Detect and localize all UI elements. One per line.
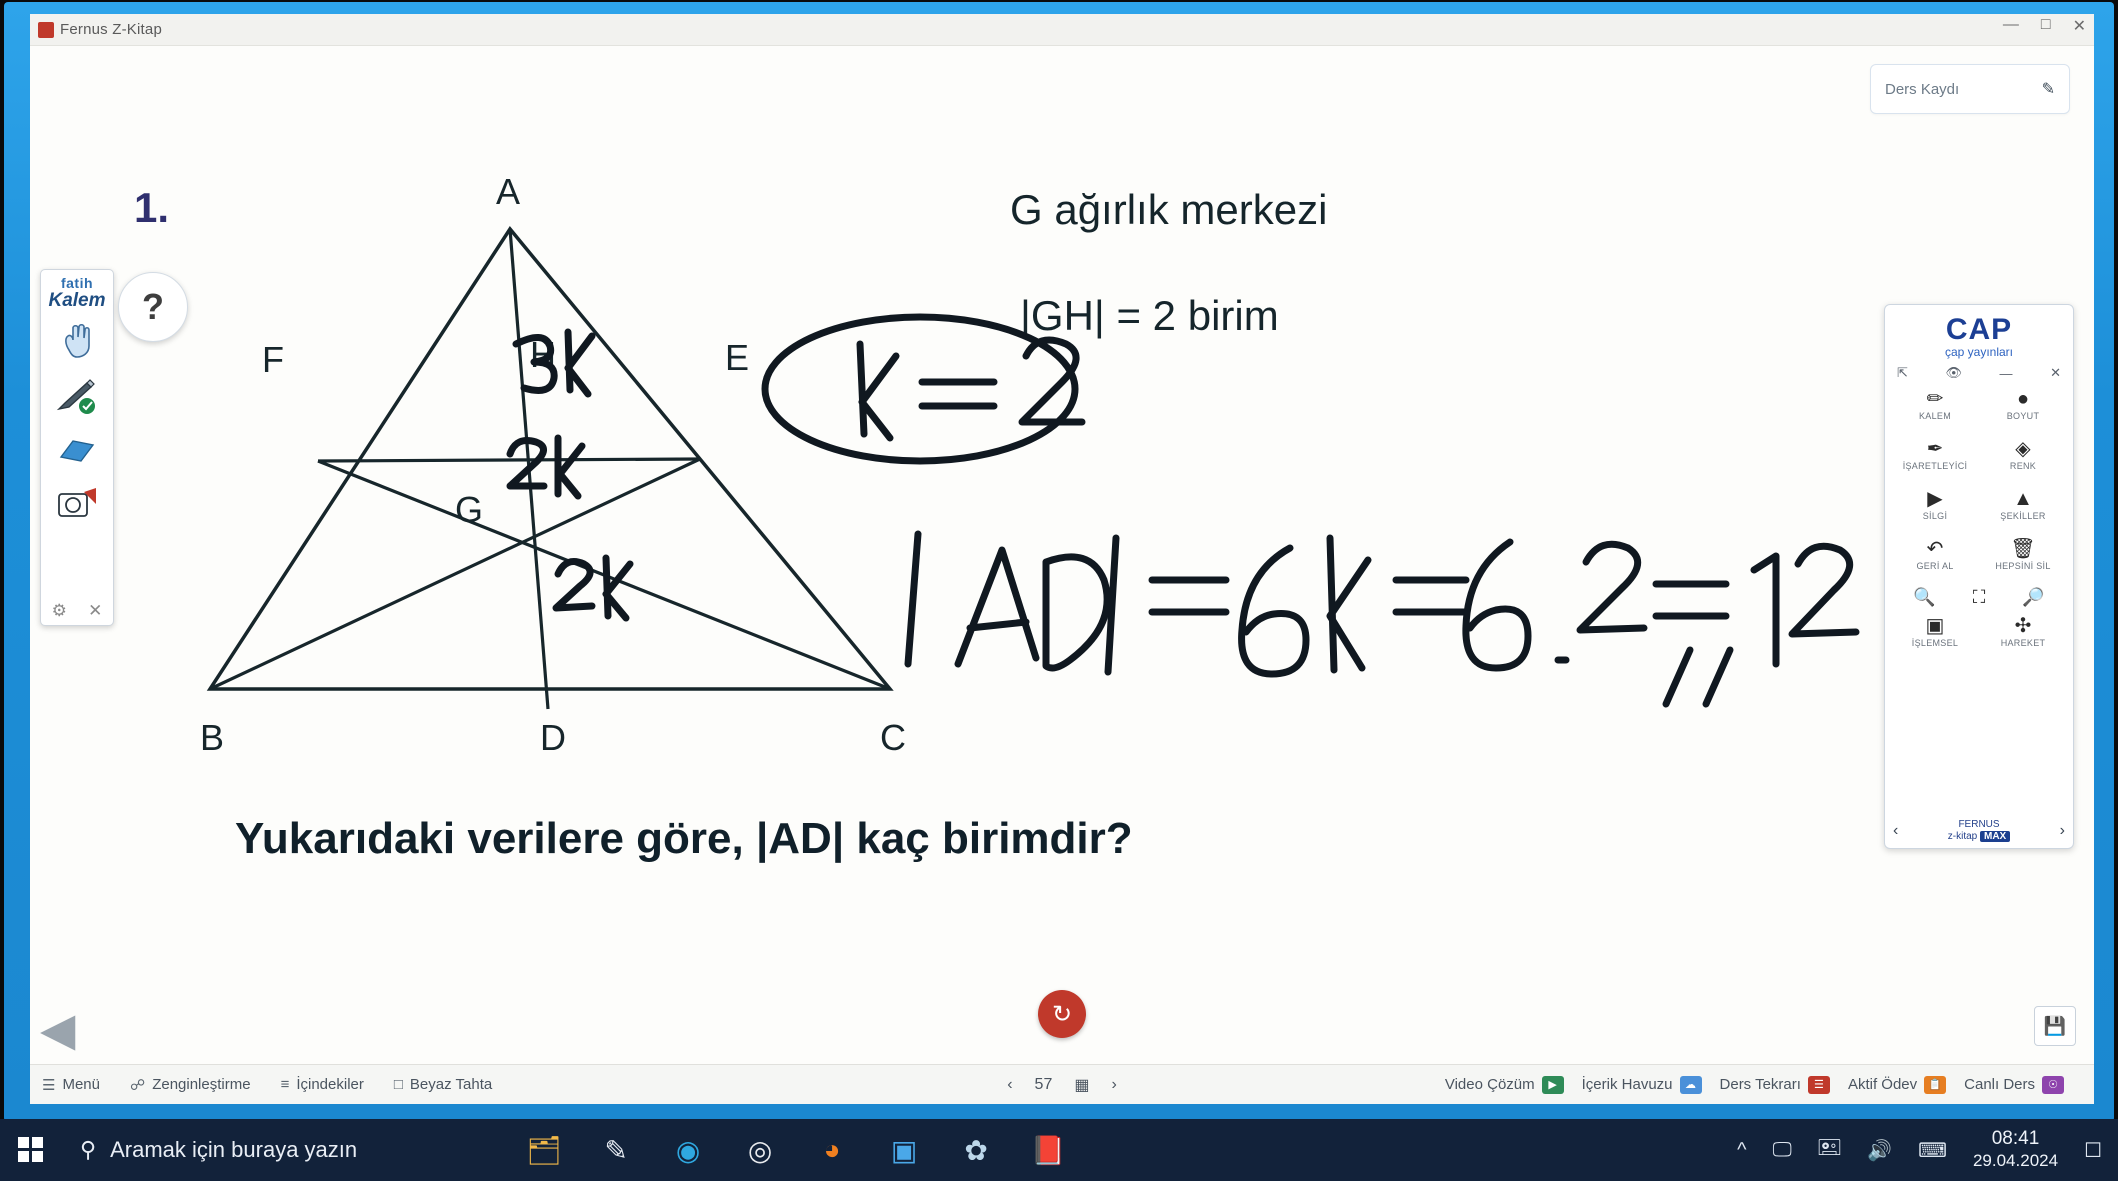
- cap-tool-sekiller[interactable]: [1979, 487, 2067, 535]
- fatih-logo-line2: Kalem: [48, 289, 106, 311]
- search-input[interactable]: [62, 1119, 375, 1181]
- undo-icon: ↶: [1926, 538, 1944, 560]
- screen-icon: ▣: [1925, 615, 1945, 637]
- volume-icon[interactable]: 🔊: [1867, 1139, 1893, 1162]
- figure-label-B: B: [200, 717, 225, 758]
- move-icon: ✣: [2014, 615, 2032, 637]
- menu-label: Menü: [62, 1076, 100, 1093]
- active-homework-button[interactable]: [1848, 1076, 1946, 1094]
- geometry-figure: [200, 171, 940, 779]
- live-lesson-button[interactable]: [1964, 1076, 2064, 1094]
- cap-logo-text: CAP: [1945, 313, 2013, 346]
- enrichment-button[interactable]: [130, 1076, 251, 1094]
- cap-brand-line2: z-kitap: [1947, 830, 1978, 842]
- lesson-repeat-label: Ders Tekrarı: [1719, 1076, 1801, 1093]
- cap-panel-footer[interactable]: [1885, 819, 2073, 842]
- live-lesson-label: Canlı Ders: [1964, 1076, 2035, 1093]
- close-icon[interactable]: ✕: [88, 601, 103, 620]
- fatih-toolbar-footer[interactable]: [41, 601, 113, 621]
- cap-tool-label: GERİ AL: [1916, 561, 1954, 571]
- minimize-icon[interactable]: —: [1999, 365, 2013, 381]
- shapes-icon: ▲: [2013, 488, 2033, 510]
- monitor-bezel: [4, 2, 2114, 1122]
- maximize-icon[interactable]: □: [2040, 16, 2051, 33]
- play-icon[interactable]: ▶: [1542, 1076, 1564, 1094]
- eye-icon[interactable]: 👁: [1945, 365, 1962, 380]
- app-titlebar: [30, 14, 2094, 46]
- minimize-icon[interactable]: —: [2002, 16, 2019, 33]
- marker-icon: ✒: [1926, 438, 1944, 460]
- close-icon[interactable]: ✕: [2050, 365, 2061, 380]
- cap-tool-label: İŞLEMSEL: [1911, 638, 1959, 648]
- app-icon: [38, 22, 54, 38]
- figure-label-F: F: [262, 339, 284, 380]
- clock[interactable]: [1973, 1128, 2058, 1172]
- broadcast-icon[interactable]: ☉: [2042, 1076, 2064, 1094]
- fatih-logo: [41, 270, 113, 311]
- content-pool-button[interactable]: [1582, 1076, 1702, 1094]
- cap-tool-grid[interactable]: [1885, 383, 2073, 585]
- cap-tool-label: HEPSİNİ SİL: [1995, 561, 2051, 571]
- whiteboard-label: Beyaz Tahta: [409, 1076, 493, 1093]
- lesson-repeat-button[interactable]: [1720, 1076, 1830, 1094]
- given-statement-2: |GH| = 2 birim: [1020, 292, 1279, 339]
- question-number: 1.: [134, 184, 170, 231]
- taskbar-apps[interactable]: [525, 1131, 1067, 1169]
- page-navigation[interactable]: [1007, 1075, 1117, 1095]
- file-explorer-icon[interactable]: 🗂: [526, 1134, 562, 1166]
- keyboard-icon[interactable]: ⌨: [1918, 1139, 1947, 1162]
- given-statement-1: G ağırlık merkezi: [1010, 186, 1328, 233]
- triangle-diagram: [200, 189, 940, 779]
- cap-tool-label: RENK: [2009, 461, 2037, 471]
- help-button[interactable]: ?: [118, 272, 188, 342]
- chrome-icon[interactable]: ◎: [747, 1134, 773, 1166]
- firefox-icon[interactable]: ◕: [823, 1134, 841, 1165]
- question-prompt: Yukarıdaki verilere göre, |AD| kaç birimdir?: [235, 814, 1133, 863]
- cap-tool-label: HAREKET: [2000, 638, 2046, 648]
- cap-tool-label: KALEM: [1918, 411, 1951, 421]
- figure-label-G: G: [455, 489, 484, 530]
- previous-page-arrow[interactable]: ◀: [40, 1003, 76, 1055]
- cap-prev-button[interactable]: ‹: [1893, 821, 1899, 839]
- refresh-button[interactable]: ↻: [1038, 990, 1086, 1038]
- cap-tool-boyut[interactable]: [1979, 387, 2067, 435]
- lesson-record-button[interactable]: [1870, 64, 2070, 114]
- zoom-out-icon[interactable]: 🔎: [2022, 587, 2045, 607]
- color-drop-icon: ◈: [2015, 438, 2031, 460]
- video-solution-label: Video Çözüm: [1444, 1076, 1535, 1093]
- clock-date: 29.04.2024: [1972, 1151, 2059, 1170]
- figure-label-D: D: [540, 717, 566, 758]
- pin-icon[interactable]: ⇱: [1897, 365, 1908, 380]
- notification-icon[interactable]: ☐: [2084, 1139, 2102, 1162]
- figure-label-E: E: [725, 337, 750, 378]
- cap-tool-geri-al[interactable]: [1891, 537, 1979, 585]
- menu-button[interactable]: [42, 1076, 100, 1094]
- clock-time: 08:41: [1991, 1128, 2040, 1150]
- fit-screen-icon[interactable]: ⛶: [1972, 587, 1986, 607]
- dot-icon: ●: [2016, 388, 2030, 410]
- cap-tool-label: BOYUT: [2006, 411, 2040, 421]
- cap-tool-label: İŞARETLEYİCİ: [1902, 461, 1968, 471]
- search-placeholder: Aramak için buraya yazın: [110, 1137, 358, 1162]
- app-bottom-bar[interactable]: [30, 1064, 2094, 1104]
- cap-tool-label: ŞEKİLLER: [2000, 511, 2046, 521]
- snip-tool-icon[interactable]: ✎: [604, 1134, 628, 1166]
- network-icon[interactable]: 🖭: [1817, 1137, 1842, 1159]
- cap-brand-line1: FERNUS: [1958, 819, 2000, 830]
- cap-tool-hepsini-sil[interactable]: [1979, 537, 2067, 585]
- camera-tool-icon[interactable]: [49, 479, 105, 531]
- clipboard-icon[interactable]: 📋: [1924, 1076, 1946, 1094]
- figure-label-A: A: [496, 171, 521, 212]
- cloud-icon[interactable]: ☁: [1680, 1076, 1702, 1094]
- paint-icon[interactable]: ✿: [964, 1134, 988, 1166]
- windows-taskbar[interactable]: [0, 1119, 2118, 1181]
- hand-tool-icon[interactable]: [49, 314, 105, 366]
- eraser-tool-icon[interactable]: [49, 424, 105, 476]
- lesson-record-label: Ders Kaydı: [1885, 80, 1960, 98]
- cap-tool-isaretleyici[interactable]: [1891, 437, 1979, 485]
- page-prev-button[interactable]: ‹: [1007, 1075, 1013, 1093]
- contents-label: İçindekiler: [296, 1076, 364, 1093]
- enrich-icon: ☍: [129, 1076, 146, 1094]
- book-icon[interactable]: 📕: [1030, 1134, 1066, 1166]
- list-icon: ≡: [280, 1076, 290, 1093]
- edge-icon[interactable]: ◉: [675, 1134, 701, 1166]
- app-title: Fernus Z-Kitap: [60, 21, 162, 38]
- save-button[interactable]: 💾: [2034, 1006, 2076, 1046]
- enrichment-label: Zenginleştirme: [152, 1076, 251, 1093]
- chevron-up-icon[interactable]: ^: [1737, 1138, 1747, 1161]
- page-next-button[interactable]: ›: [1111, 1075, 1117, 1093]
- board-icon: □: [393, 1076, 403, 1093]
- edit-square-icon[interactable]: ✎: [2041, 81, 2055, 98]
- cap-logo: [1885, 313, 2073, 347]
- video-solution-button[interactable]: [1445, 1076, 1564, 1094]
- system-tray[interactable]: [1737, 1128, 2118, 1172]
- eraser-icon: ▶: [1927, 488, 1943, 510]
- active-homework-label: Aktif Ödev: [1847, 1076, 1918, 1093]
- cap-window-controls[interactable]: [1885, 359, 2073, 383]
- fatih-pen-toolbar[interactable]: [40, 269, 114, 626]
- delete-all-icon: 🗑: [2010, 538, 2036, 560]
- cap-tool-kalem[interactable]: [1891, 387, 1979, 435]
- whiteboard-button[interactable]: [394, 1076, 492, 1093]
- zoom-in-icon[interactable]: 🔍: [1913, 587, 1936, 607]
- figure-label-C: C: [880, 717, 906, 758]
- cap-brand: [1948, 819, 2010, 842]
- window-controls[interactable]: [2003, 16, 2086, 36]
- layers-icon[interactable]: ☰: [1808, 1076, 1830, 1094]
- windows-icon[interactable]: [0, 1119, 62, 1181]
- app-bottom-bar-right[interactable]: [1445, 1076, 2082, 1094]
- cap-subtitle: çap yayınları: [1944, 345, 2014, 359]
- cap-bottom-tools[interactable]: [1885, 610, 2073, 662]
- grid-icon[interactable]: ▦: [1074, 1076, 1090, 1094]
- fatih-logo-line1: fatih: [60, 275, 94, 291]
- cap-next-button[interactable]: ›: [2059, 821, 2065, 839]
- menu-icon: ☰: [42, 1076, 56, 1094]
- pen-tool-icon[interactable]: [49, 369, 105, 421]
- search-icon: ⚲: [80, 1137, 97, 1162]
- page-number[interactable]: 57: [1034, 1075, 1053, 1093]
- pencil-icon: ✏: [1926, 388, 1944, 410]
- cap-tool-label: SİLGİ: [1922, 511, 1948, 521]
- gear-icon[interactable]: ⚙: [51, 601, 67, 620]
- content-pool-label: İçerik Havuzu: [1581, 1076, 1673, 1093]
- chat-icon[interactable]: ▣: [890, 1134, 918, 1166]
- cap-tool-renk[interactable]: [1979, 437, 2067, 485]
- cap-tool-islemsel[interactable]: [1891, 614, 1979, 662]
- display-icon[interactable]: 🖵: [1772, 1138, 1792, 1161]
- cap-tool-panel[interactable]: [1884, 304, 2074, 849]
- close-icon[interactable]: ✕: [2072, 18, 2086, 35]
- cap-brand-badge: MAX: [1980, 831, 2010, 842]
- cap-zoom-row[interactable]: [1885, 585, 2073, 610]
- cap-tool-hareket[interactable]: [1979, 614, 2067, 662]
- cap-tool-silgi[interactable]: [1891, 487, 1979, 535]
- figure-label-H: H: [530, 334, 556, 375]
- contents-button[interactable]: [281, 1076, 364, 1093]
- screen-surface: [30, 14, 2094, 1104]
